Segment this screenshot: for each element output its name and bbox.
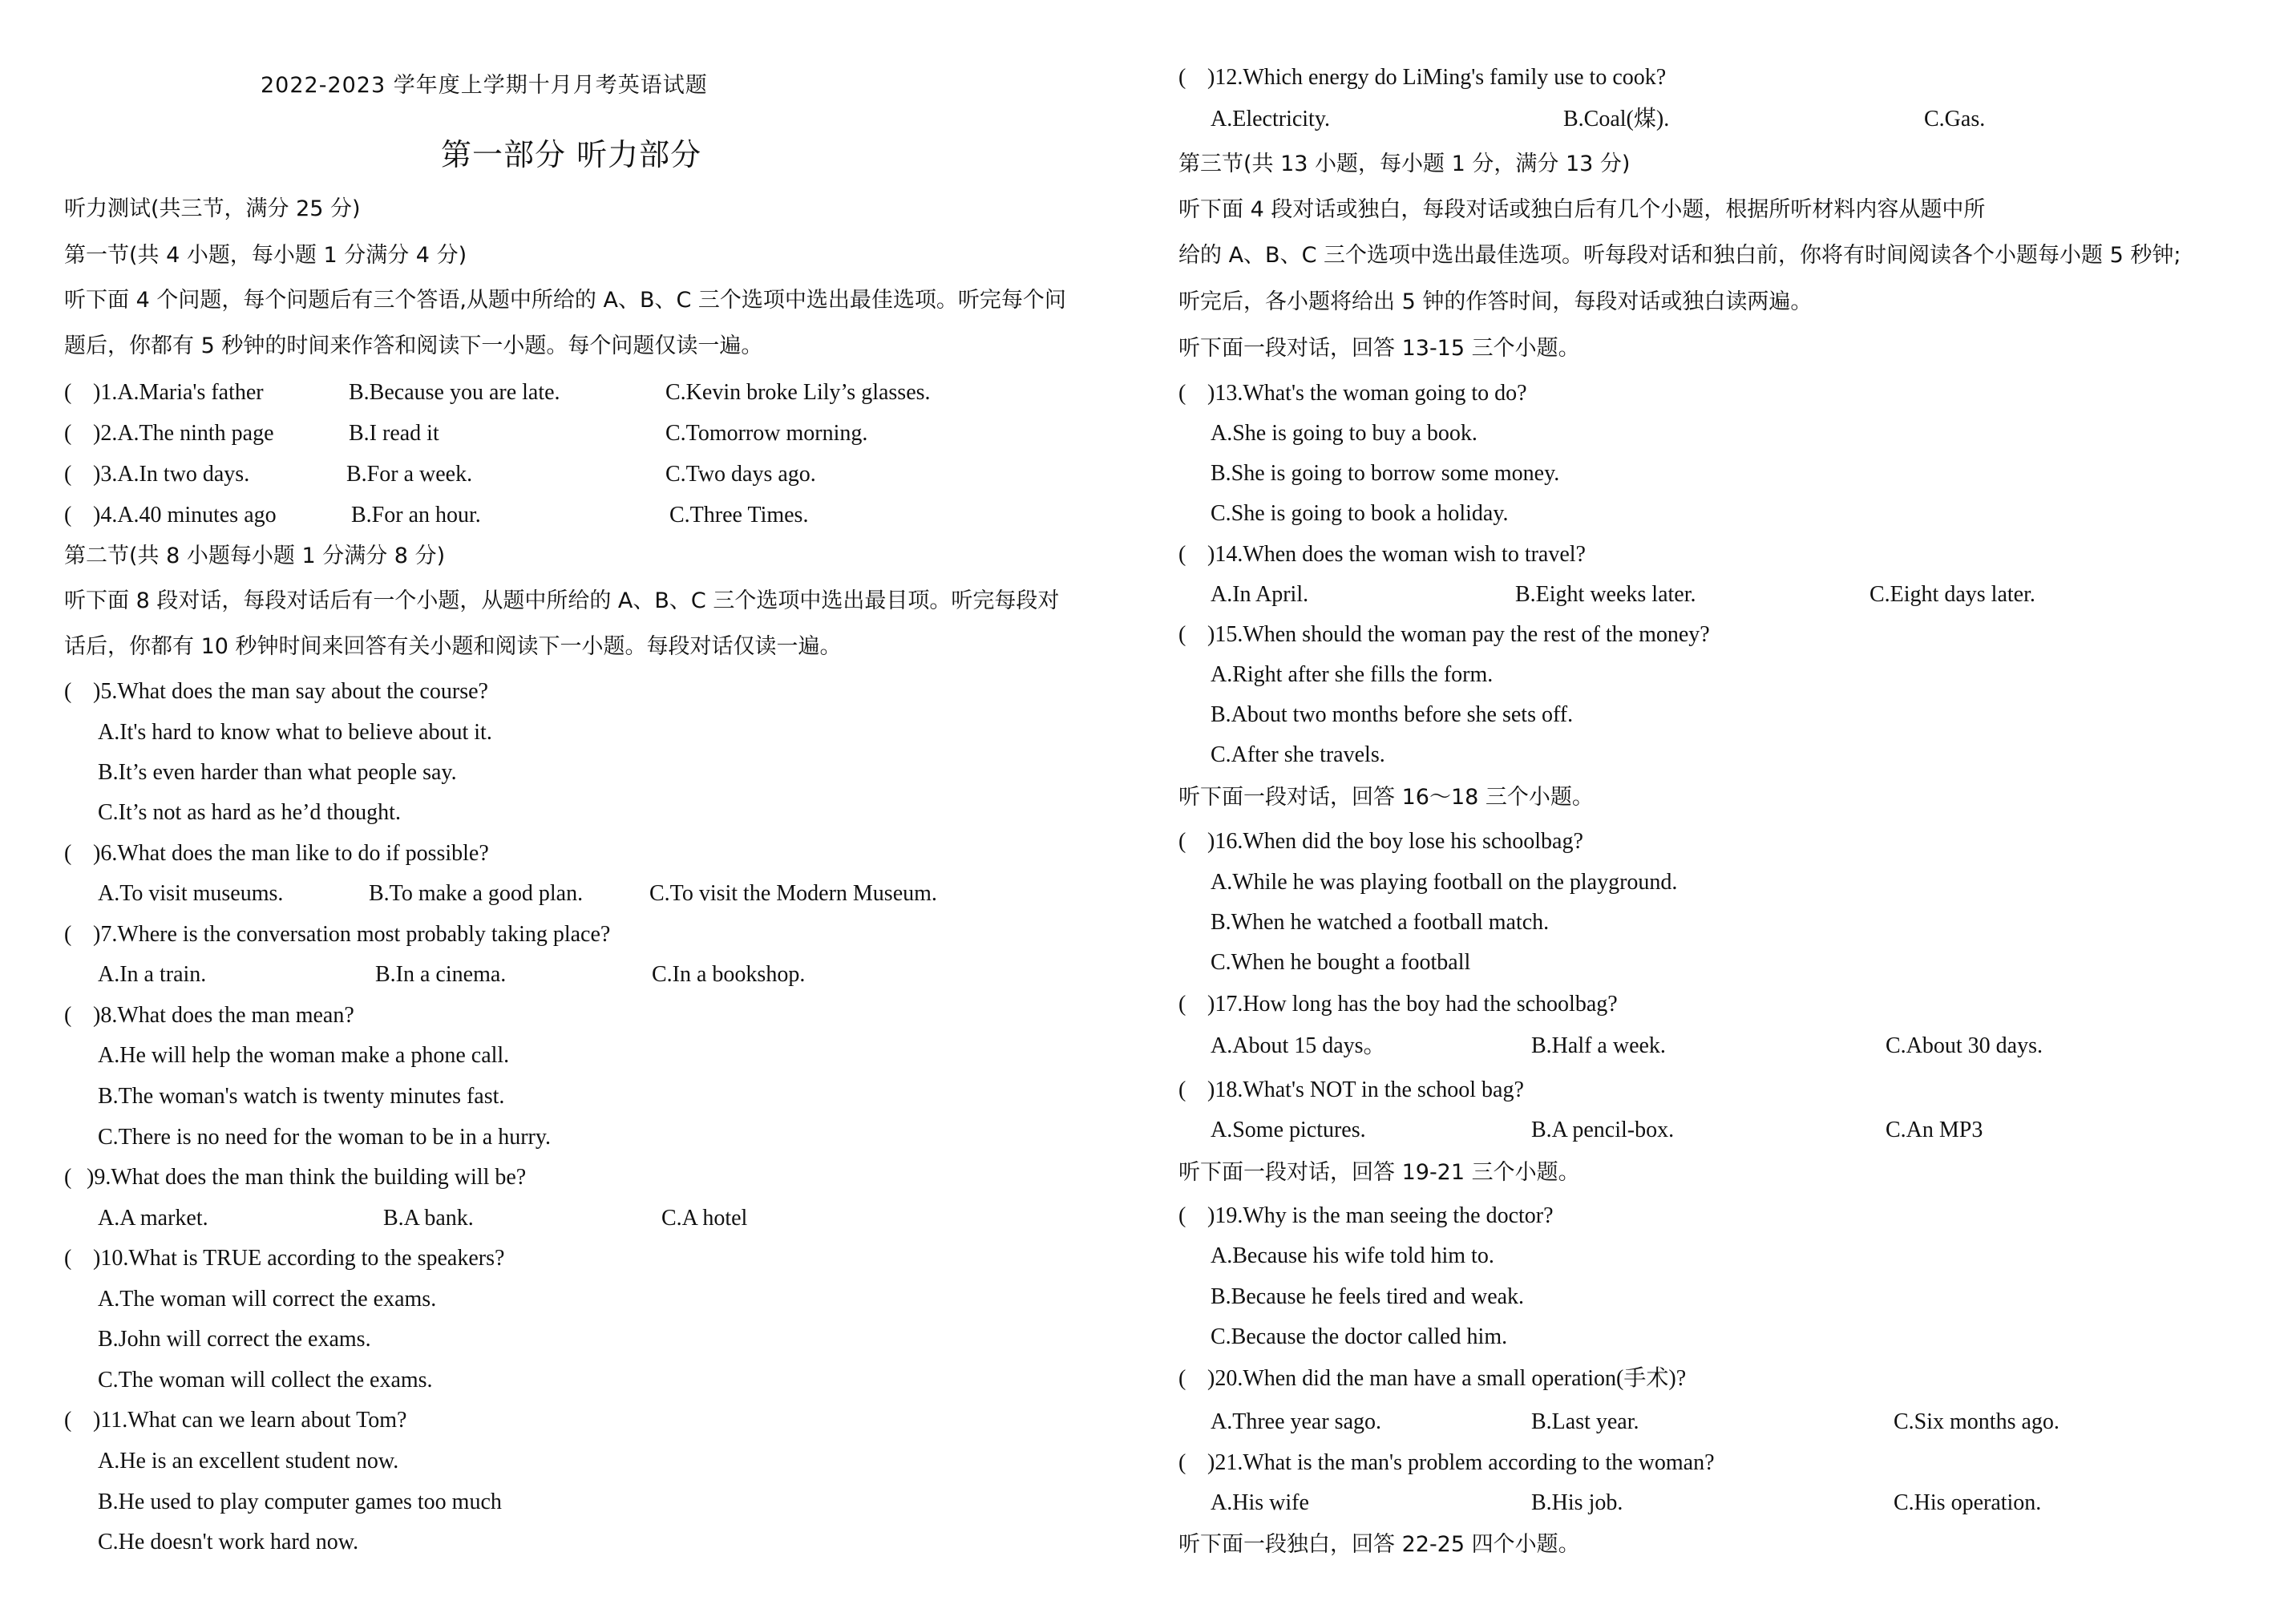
option-b: B.It’s even harder than what people say. — [98, 760, 457, 785]
option-c: C.Six months ago. — [1894, 1409, 2060, 1434]
option-c: C.An MP3 — [1886, 1118, 1983, 1142]
option-c: C.When he bought a football — [1211, 950, 1471, 975]
option-a: A.It's hard to know what to believe about it. — [98, 720, 492, 745]
option-a: A.Because his wife told him to. — [1211, 1243, 1494, 1268]
question-3: ( )3.A.In two days. — [64, 462, 250, 487]
option-c: C.The woman will collect the exams. — [98, 1368, 433, 1393]
question-16: ( )16.When did the boy lose his schoolbag? — [1178, 829, 1583, 854]
option-b: B.Half a week. — [1531, 1033, 1666, 1058]
dialog-heading: 听下面一段对话，回答 13-15 三个小题。 — [1178, 336, 1580, 361]
question-19: ( )19.Why is the man seeing the doctor? — [1178, 1203, 1554, 1228]
option-b: B.To make a good plan. — [369, 881, 584, 906]
option-c: C.About 30 days. — [1886, 1033, 2043, 1058]
section3-instruction: 听完后，各小题将给出 5 钟的作答时间，每段对话或独白读两遍。 — [1178, 289, 1813, 314]
option-a: A.To visit museums. — [98, 881, 284, 906]
question-10: ( )10.What is TRUE according to the speakers? — [64, 1246, 505, 1271]
option-b: B.In a cinema. — [375, 962, 507, 987]
option-b: B.His job. — [1531, 1490, 1623, 1515]
question-8: ( )8.What does the man mean? — [64, 1003, 354, 1028]
option-b: B.He used to play computer games too much — [98, 1490, 502, 1514]
option-c: C.Because the doctor called him. — [1211, 1324, 1508, 1349]
section2-instruction: 听下面 8 段对话，每段对话后有一个小题，从题中所给的 A、B、C 三个选项中选出最目项。听完每段对 — [64, 588, 1060, 613]
option-b: B.I read it — [349, 421, 439, 446]
monologue-heading: 听下面一段独白，回答 22-25 四个小题。 — [1178, 1532, 1580, 1557]
question-21: ( )21.What is the man's problem according to the woman? — [1178, 1450, 1715, 1475]
option-c: C.There is no need for the woman to be in a hurry. — [98, 1125, 552, 1150]
section2-instruction: 话后，你都有 10 秒钟时间来回答有关小题和阅读下一小题。每段对话仅读一遍。 — [64, 634, 842, 659]
option-b: B.Last year. — [1531, 1409, 1639, 1434]
part-title: 第一部分 听力部分 — [441, 137, 702, 172]
dialog-heading: 听下面一段对话，回答 19-21 三个小题。 — [1178, 1160, 1580, 1185]
question-15: ( )15.When should the woman pay the rest of the money? — [1178, 622, 1710, 647]
listening-intro: 听力测试(共三节，满分 25 分) — [64, 196, 361, 221]
option-a: A.About 15 days。 — [1211, 1033, 1386, 1058]
option-c: C.After she travels. — [1211, 742, 1385, 767]
option-c: C.It’s not as hard as he’d thought. — [98, 800, 401, 825]
question-14: ( )14.When does the woman wish to travel? — [1178, 542, 1586, 567]
option-b: B.When he watched a football match. — [1211, 910, 1550, 935]
option-a: A.Three year sago. — [1211, 1409, 1382, 1434]
question-5: ( )5.What does the man say about the course? — [64, 679, 488, 704]
section1-instruction: 题后，你都有 5 秒钟的时间来作答和阅读下一小题。每个问题仅读一遍。 — [64, 333, 763, 358]
option-a: A.Right after she fills the form. — [1211, 662, 1494, 687]
question-1: ( )1.A.Maria's father — [64, 380, 264, 405]
option-a: A.In a train. — [98, 962, 207, 987]
question-9: ( )9.What does the man think the building will be? — [64, 1165, 527, 1190]
option-c: C.A hotel — [661, 1206, 748, 1231]
option-b: B.A pencil-box. — [1531, 1118, 1675, 1142]
dialog-heading: 听下面一段对话，回答 16～18 三个小题。 — [1178, 785, 1594, 810]
option-a: A.Some pictures. — [1211, 1118, 1366, 1142]
option-a: A.Electricity. — [1211, 107, 1331, 131]
option-b: B.About two months before she sets off. — [1211, 702, 1574, 727]
option-a: A.His wife — [1211, 1490, 1309, 1515]
option-c: C.In a bookshop. — [652, 962, 806, 987]
option-a: A.The woman will correct the exams. — [98, 1287, 437, 1312]
option-a: A.While he was playing football on the playground. — [1211, 870, 1678, 895]
option-c: C.His operation. — [1894, 1490, 2042, 1515]
section1-instruction: 听下面 4 个问题，每个问题后有三个答语,从题中所给的 A、B、C 三个选项中选出最佳选项。听完每个问 — [64, 288, 1066, 313]
option-b: B.For a week. — [346, 462, 473, 487]
question-18: ( )18.What's NOT in the school bag? — [1178, 1077, 1524, 1102]
section1-heading: 第一节(共 4 小题，每小题 1 分满分 4 分) — [64, 243, 467, 268]
option-b: B.Coal(煤). — [1563, 107, 1670, 131]
option-a: A.He is an excellent student now. — [98, 1449, 399, 1473]
question-13: ( )13.What's the woman going to do? — [1178, 381, 1527, 406]
option-a: A.In April. — [1211, 582, 1309, 607]
option-b: B.John will correct the exams. — [98, 1327, 371, 1352]
question-4: ( )4.A.40 minutes ago — [64, 503, 277, 528]
option-a: A.He will help the woman make a phone call. — [98, 1043, 510, 1068]
option-a: A.She is going to buy a book. — [1211, 421, 1477, 446]
section2-heading: 第二节(共 8 小题每小题 1 分满分 8 分) — [64, 544, 446, 568]
option-c: C.Kevin broke Lily’s glasses. — [665, 380, 931, 405]
option-c: C.Three Times. — [669, 503, 809, 528]
option-c: C.He doesn't work hard now. — [98, 1530, 359, 1554]
section3-instruction: 给的 A、B、C 三个选项中选出最佳选项。听每段对话和独白前，你将有时间阅读各个小题每小题 5 秒钟; — [1178, 243, 2181, 268]
question-20: ( )20.When did the man have a small operation(手术)? — [1178, 1366, 1687, 1391]
question-12: ( )12.Which energy do LiMing's family use to cook? — [1178, 65, 1667, 90]
option-b: B.She is going to borrow some money. — [1211, 461, 1560, 486]
option-b: B.For an hour. — [351, 503, 481, 528]
option-c: C.Two days ago. — [665, 462, 816, 487]
section3-instruction: 听下面 4 段对话或独白，每段对话或独白后有几个小题，根据所听材料内容从题中所 — [1178, 197, 1986, 222]
page-title: 2022-2023 学年度上学期十月月考英语试题 — [261, 73, 708, 98]
question-7: ( )7.Where is the conversation most probably taking place? — [64, 922, 611, 947]
option-b: B.Because you are late. — [349, 380, 560, 405]
question-6: ( )6.What does the man like to do if possible? — [64, 841, 489, 866]
section3-heading: 第三节(共 13 小题，每小题 1 分，满分 13 分) — [1178, 152, 1631, 176]
option-b: B.The woman's watch is twenty minutes fast. — [98, 1084, 505, 1109]
option-a: A.A market. — [98, 1206, 208, 1231]
option-c: C.She is going to book a holiday. — [1211, 501, 1509, 526]
option-b: B.A bank. — [383, 1206, 474, 1231]
option-c: C.To visit the Modern Museum. — [649, 881, 937, 906]
option-c: C.Tomorrow morning. — [665, 421, 868, 446]
question-17: ( )17.How long has the boy had the schoolbag? — [1178, 992, 1618, 1017]
question-11: ( )11.What can we learn about Tom? — [64, 1408, 407, 1433]
option-c: C.Eight days later. — [1870, 582, 2035, 607]
option-b: B.Because he feels tired and weak. — [1211, 1284, 1525, 1309]
option-b: B.Eight weeks later. — [1515, 582, 1696, 607]
question-2: ( )2.A.The ninth page — [64, 421, 274, 446]
option-c: C.Gas. — [1924, 107, 1986, 131]
